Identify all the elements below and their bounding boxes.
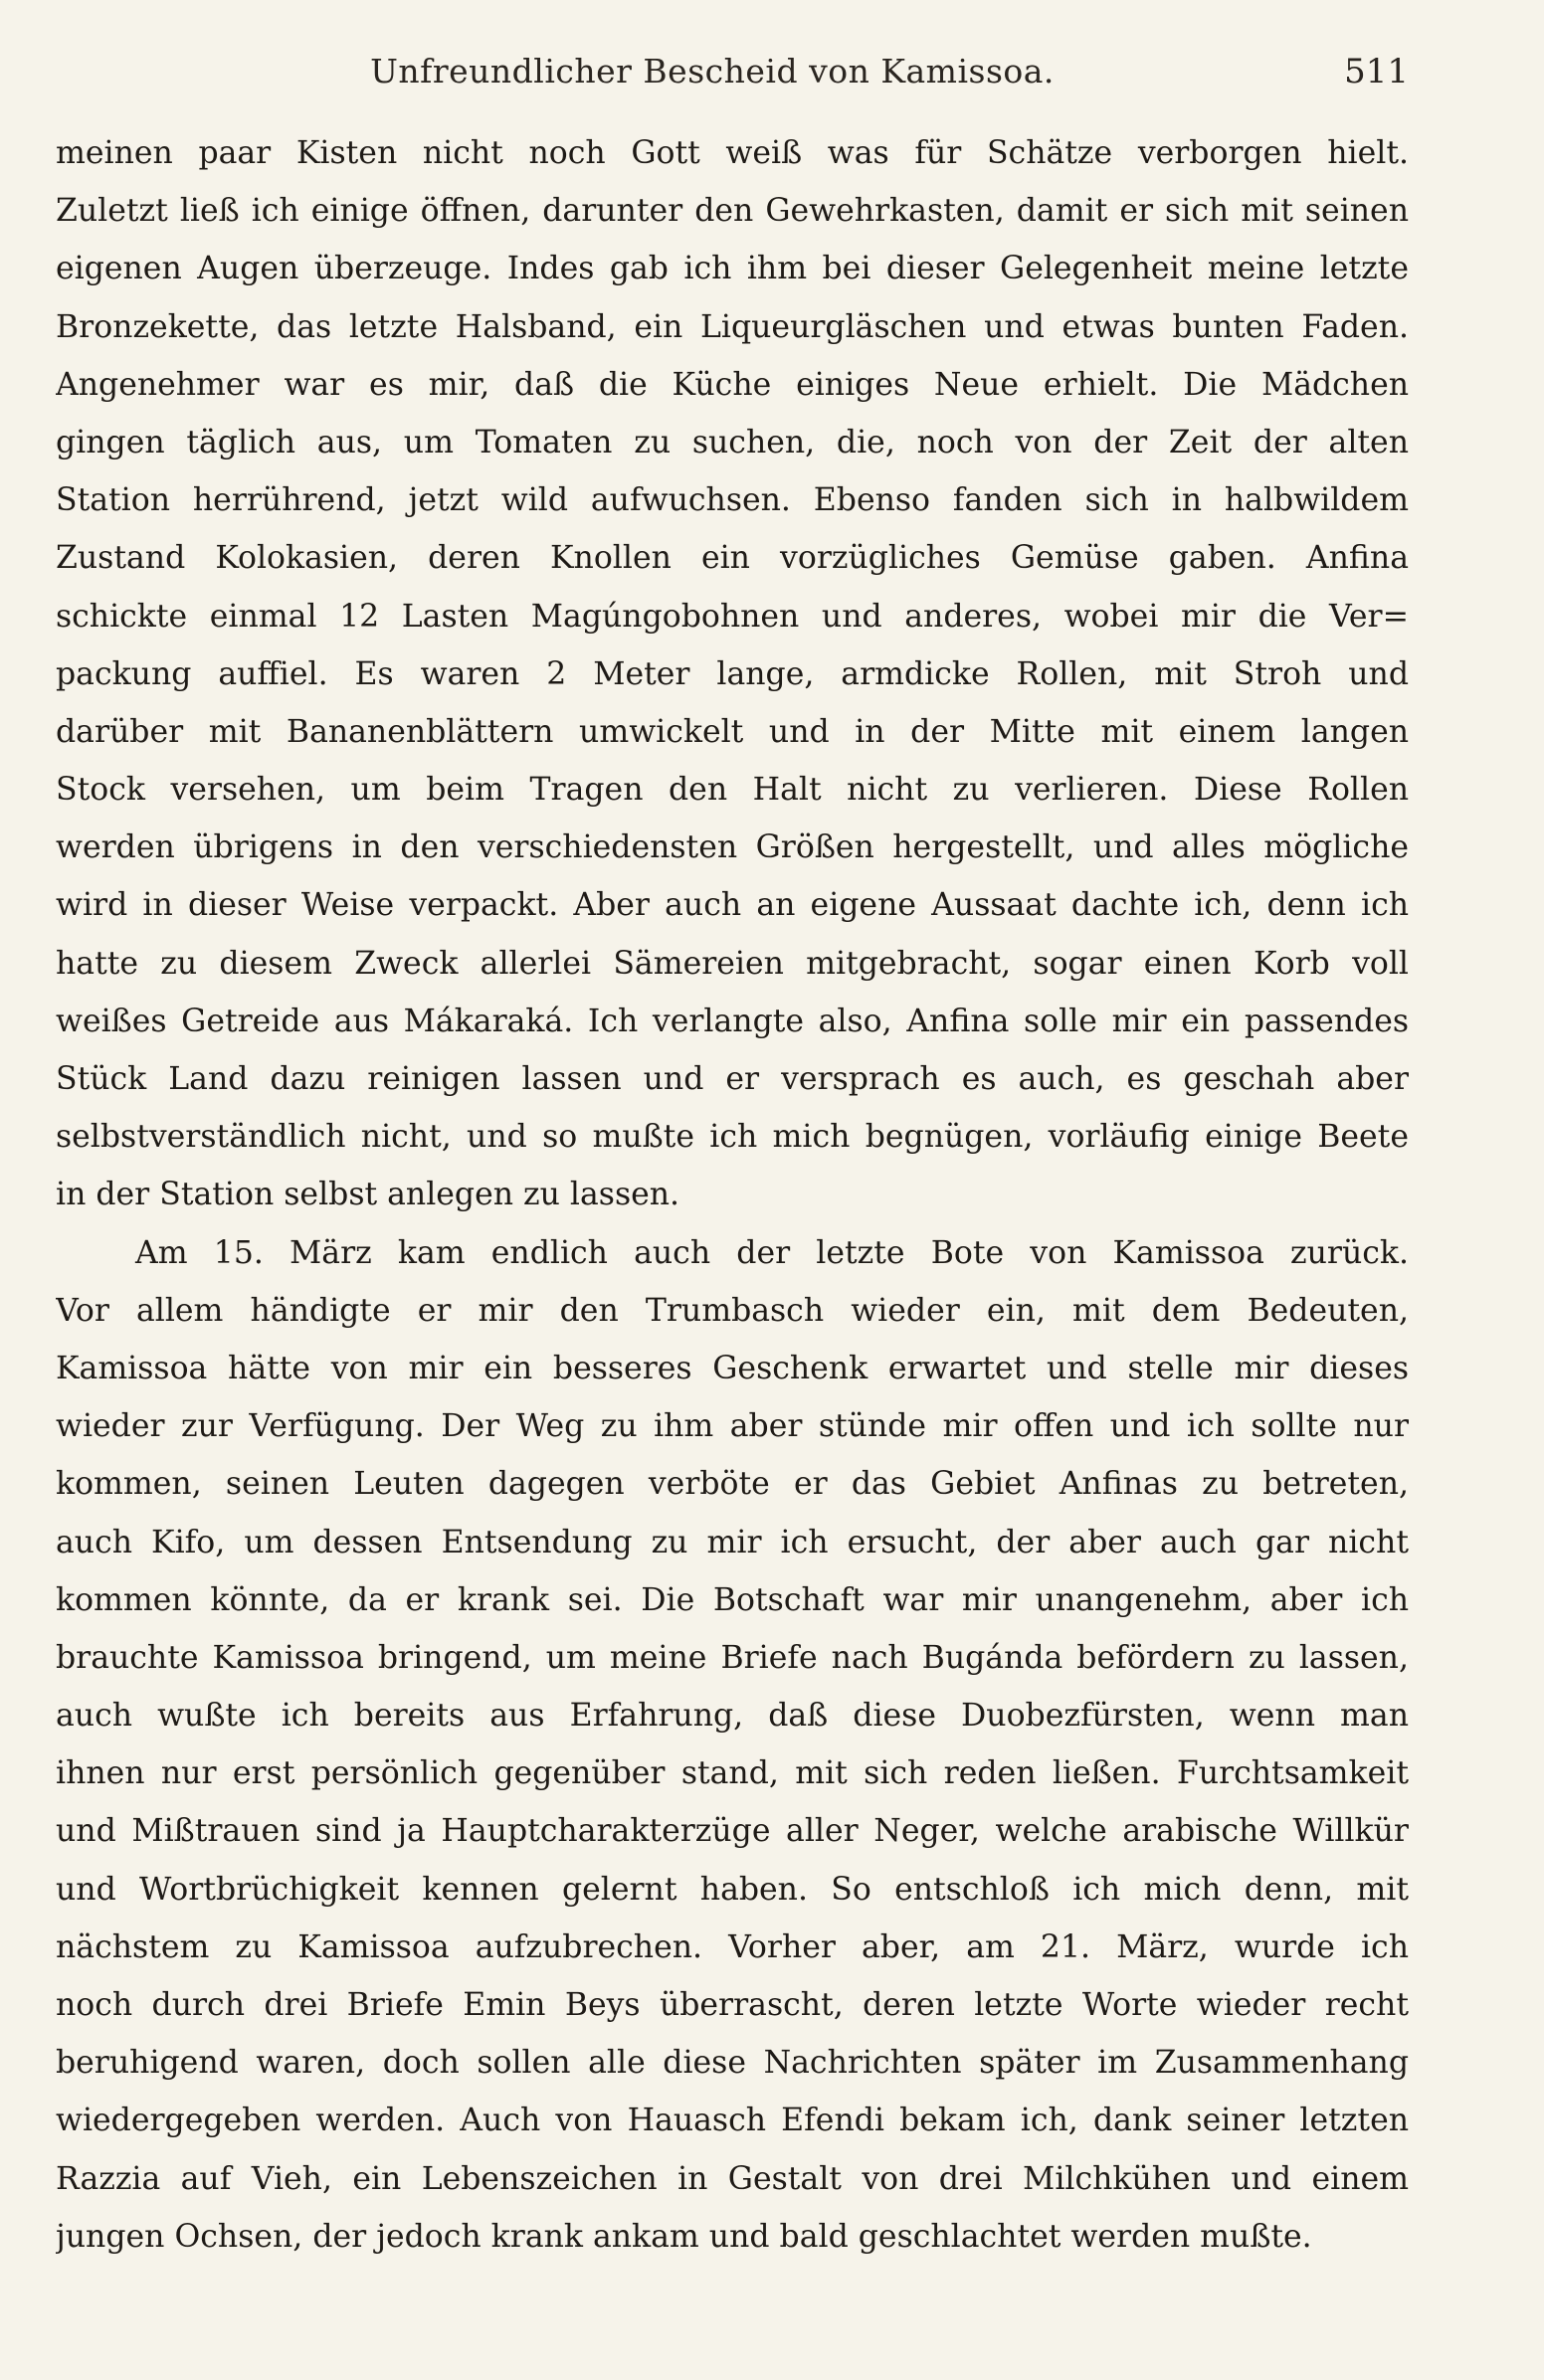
text-line: und Wortbrüchigkeit kennen gelernt haben. So entschloß ich mich denn, mit	[56, 1871, 1409, 1908]
text-line: kommen, seinen Leuten dagegen verböte er das Gebiet Anfinas zu betreten,	[56, 1466, 1409, 1503]
text-line: wieder zur Verfügung. Der Weg zu ihm aber stünde mir offen und ich sollte nur	[56, 1408, 1409, 1445]
text-line: weißes Getreide aus Mákaraká. Ich verlangte also, Anfina solle mir ein passendes	[56, 1003, 1409, 1039]
text-line: werden übrigens in den verschiedensten Größen hergestellt, und alles mögliche	[56, 829, 1409, 866]
text-line: gingen täglich aus, um Tomaten zu suchen, die, noch von der Zeit der alten	[56, 424, 1409, 460]
text-line: auch Kifo, um dessen Entsendung zu mir ich ersucht, der aber auch gar nicht	[56, 1524, 1409, 1560]
text-line: Razzia auf Vieh, ein Lebenszeichen in Gestalt von drei Milchkühen und einem	[56, 2160, 1409, 2197]
text-line: auch wußte ich bereits aus Erfahrung, daß diese Duobezfürsten, wenn man	[56, 1698, 1409, 1735]
text-line: Vor allem händigte er mir den Trumbasch wieder ein, mit dem Bedeuten,	[56, 1292, 1409, 1329]
text-line: Bronzekette, das letzte Halsband, ein Liqueurgläschen und etwas bunten Faden.	[56, 308, 1409, 345]
text-line: wiedergegeben werden. Auch von Hauasch Efendi bekam ich, dank seiner letzten	[56, 2103, 1409, 2139]
text-line: Kamissoa hätte von mir ein besseres Geschenk erwartet und stelle mir dieses	[56, 1350, 1409, 1386]
text-line: Angenehmer war es mir, daß die Küche einiges Neue erhielt. Die Mädchen	[56, 366, 1409, 403]
text-line: noch durch drei Briefe Emin Beys überrascht, deren letzte Worte wieder recht	[56, 1987, 1409, 2023]
text-line: brauchte Kamissoa bringend, um meine Briefe nach Bugánda befördern zu lassen,	[56, 1639, 1409, 1676]
text-line: meinen paar Kisten nicht noch Gott weiß was für Schätze verborgen hielt.	[56, 135, 1409, 171]
text-line: darüber mit Bananenblättern umwickelt und in der Mitte mit einem langen	[56, 713, 1409, 750]
text-line: Zustand Kolokasien, deren Knollen ein vorzügliches Gemüse gaben. Anfina	[56, 540, 1409, 577]
page-number: 511	[1344, 52, 1409, 92]
text-line: und Mißtrauen sind ja Hauptcharakterzüge aller Neger, welche arabische Willkür	[56, 1813, 1409, 1850]
text-line: beruhigend waren, doch sollen alle diese Nachrichten später im Zusammenhang	[56, 2045, 1409, 2082]
text-line: wird in dieser Weise verpackt. Aber auch an eigene Aussaat dachte ich, denn ich	[56, 887, 1409, 924]
text-line: eigenen Augen überzeuge. Indes gab ich ihm bei dieser Gelegenheit meine letzte	[56, 251, 1409, 287]
running-title: Unfreundlicher Bescheid von Kamissoa.	[370, 52, 1055, 91]
running-head	[56, 52, 1409, 101]
text-line: Stück Land dazu reinigen lassen und er versprach es auch, es geschah aber	[56, 1061, 1409, 1097]
text-line: Stock versehen, um beim Tragen den Halt nicht zu verlieren. Diese Rollen	[56, 772, 1409, 809]
body-text	[56, 124, 1409, 2266]
paragraph	[56, 1224, 1409, 2266]
text-line: Station herrührend, jetzt wild aufwuchsen. Ebenso fanden sich in halbwildem	[56, 482, 1409, 519]
text-line: ihnen nur erst persönlich gegenüber stand, mit sich reden ließen. Furchtsamkeit	[56, 1755, 1409, 1792]
text-line: Am 15. März kam endlich auch der letzte Bote von Kamissoa zurück.	[135, 1234, 1409, 1271]
text-line: kommen könnte, da er krank sei. Die Botschaft war mir unangenehm, aber ich	[56, 1581, 1409, 1618]
text-line: hatte zu diesem Zweck allerlei Sämereien mitgebracht, sogar einen Korb voll	[56, 945, 1409, 982]
text-line: in der Station selbst anlegen zu lassen.	[56, 1177, 680, 1213]
text-line: selbstverständlich nicht, und so mußte ich mich begnügen, vorläufig einige Beete	[56, 1119, 1409, 1156]
paragraph	[56, 124, 1409, 1224]
text-line: jungen Ochsen, der jedoch krank ankam und bald geschlachtet werden mußte.	[56, 2218, 1312, 2255]
text-line: packung auffiel. Es waren 2 Meter lange, armdicke Rollen, mit Stroh und	[56, 655, 1409, 692]
text-line: nächstem zu Kamissoa aufzubrechen. Vorher aber, am 21. März, wurde ich	[56, 1928, 1409, 1965]
text-line: Zuletzt ließ ich einige öffnen, darunter den Gewehrkasten, damit er sich mit seinen	[56, 193, 1409, 230]
text-line: schickte einmal 12 Lasten Magúngobohnen und anderes, wobei mir die Ver=	[56, 598, 1409, 635]
